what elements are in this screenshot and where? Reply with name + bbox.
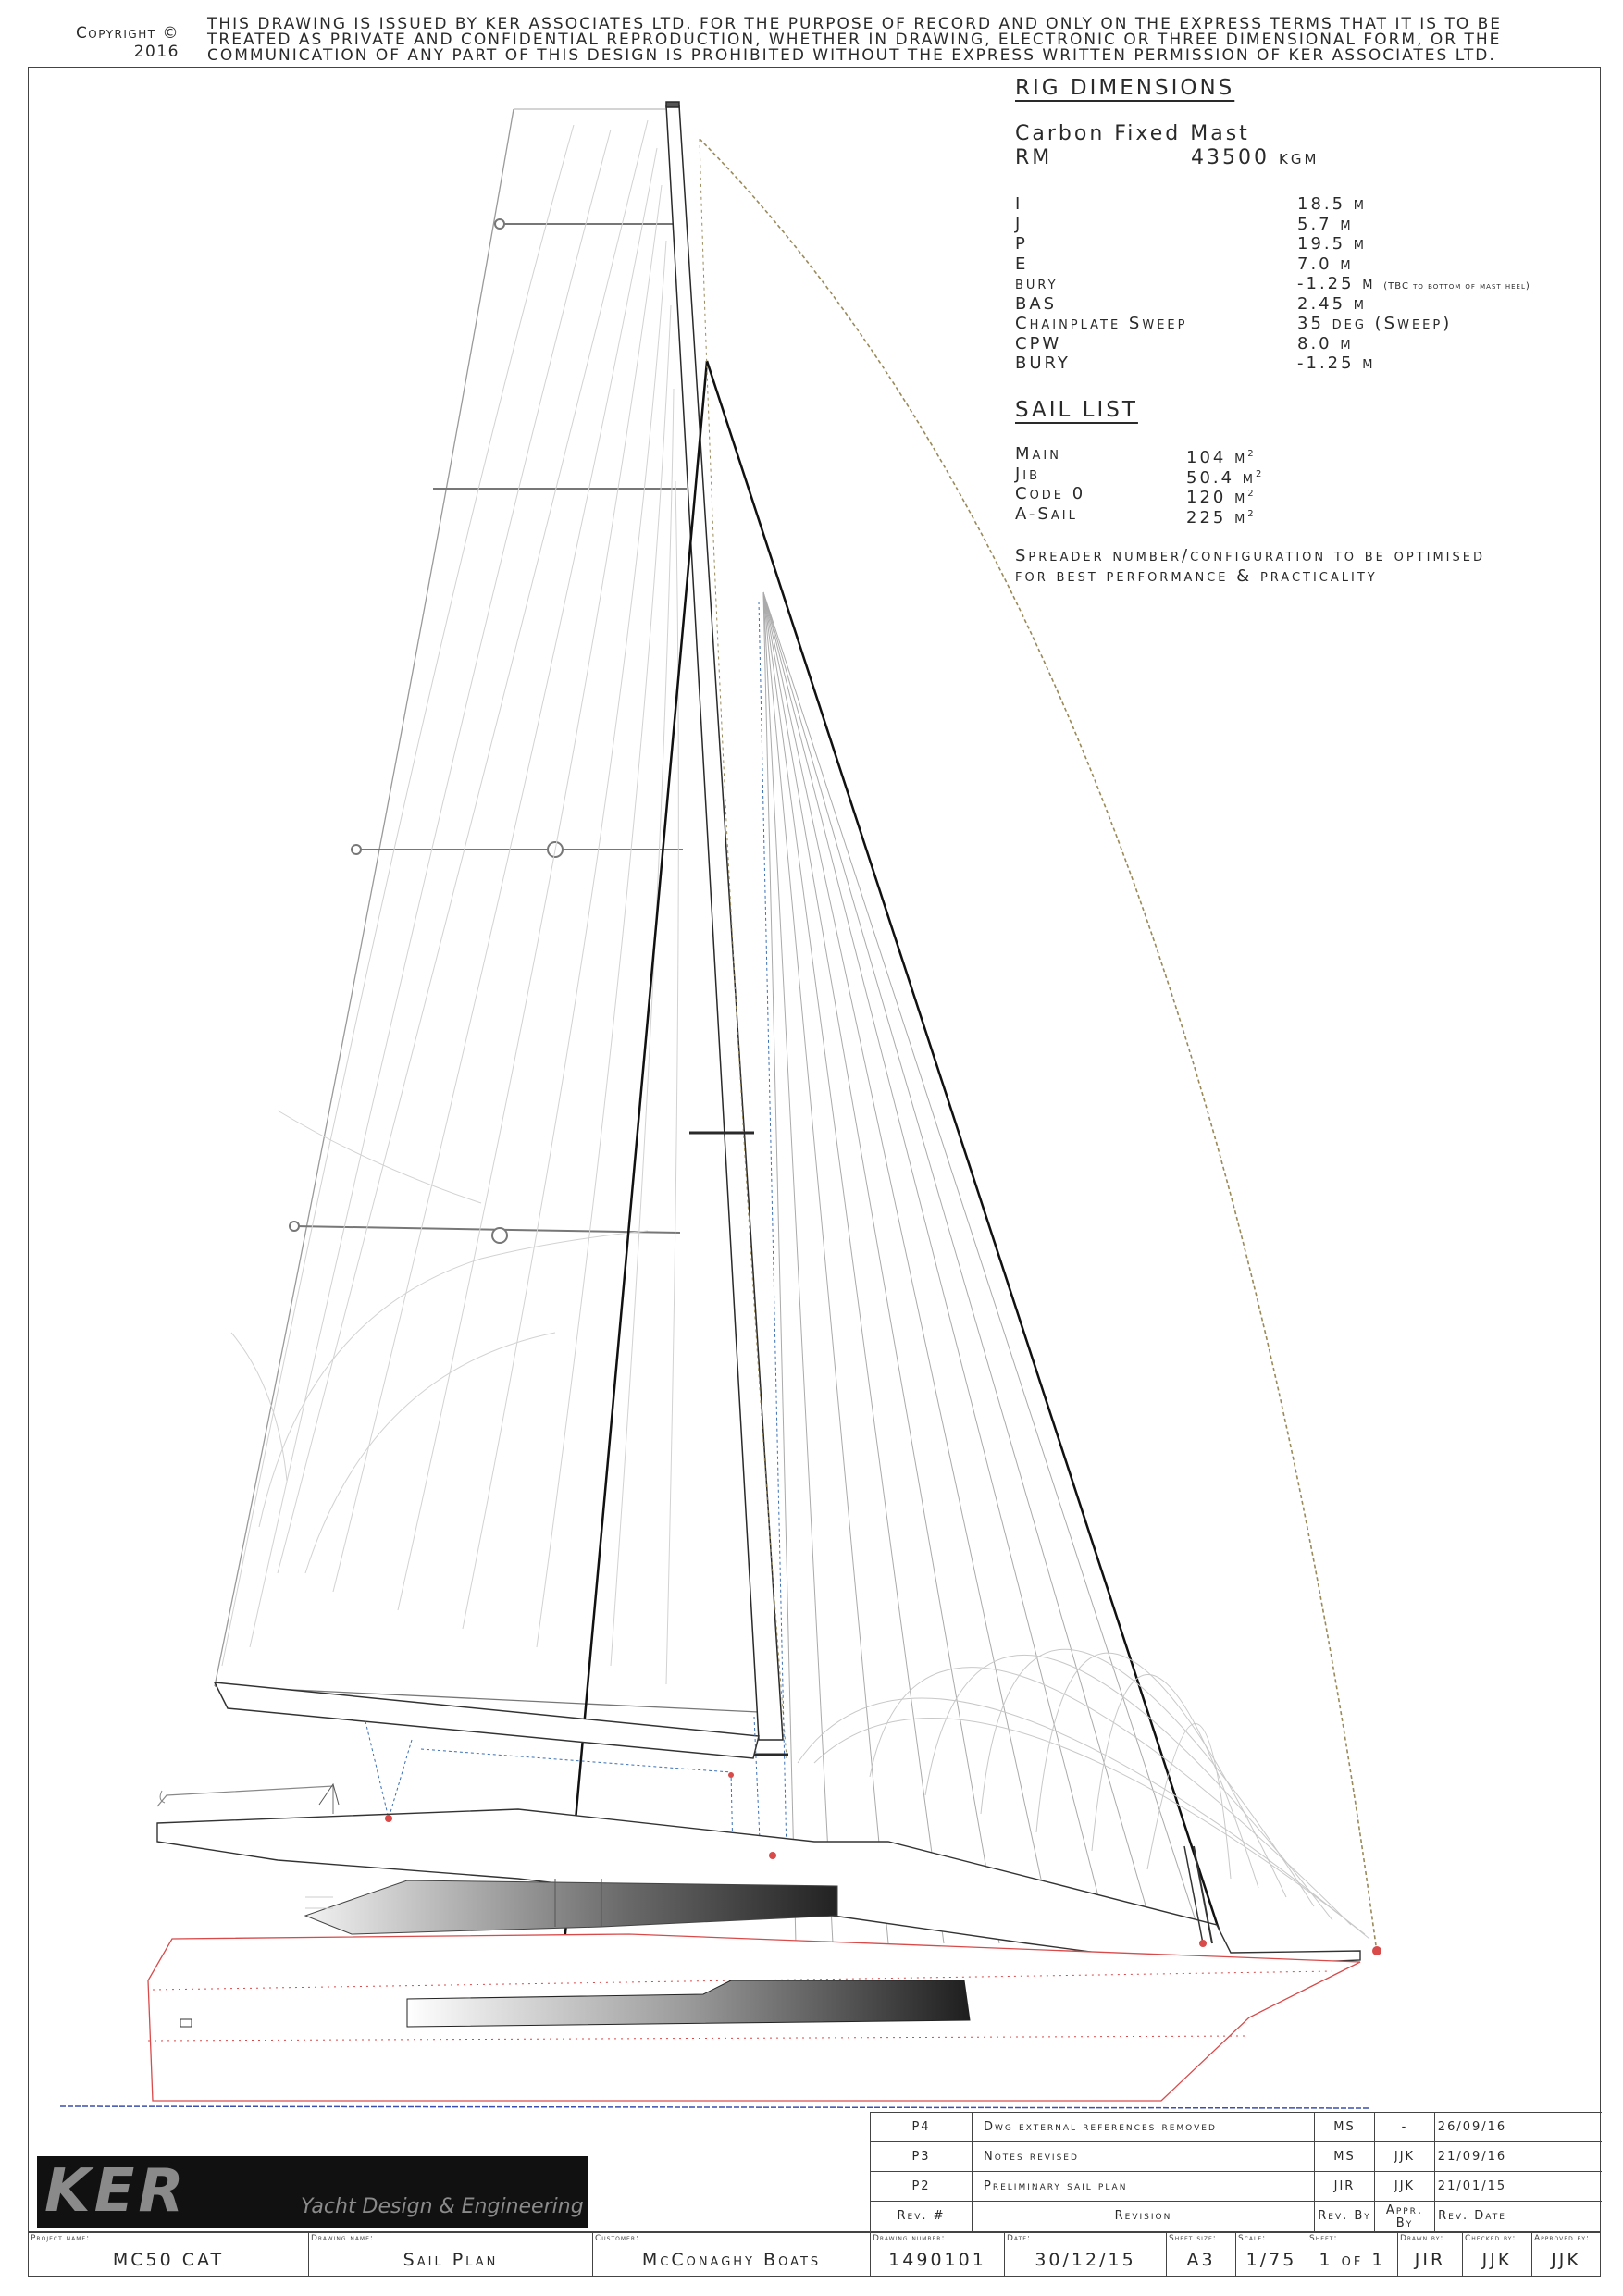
sail-area: 50.4 m xyxy=(1186,467,1257,488)
copyright-label: Copyright © xyxy=(75,24,180,43)
sheet-size: A3 xyxy=(1186,2250,1216,2270)
spreader-note-line2: for best performance & practicality xyxy=(1015,566,1378,586)
dimension-key: P xyxy=(1015,234,1028,254)
sail-list-title: SAIL LIST xyxy=(1015,398,1138,422)
sail-list xyxy=(1015,444,1385,527)
drawn-label: Drawn by: xyxy=(1400,2234,1444,2243)
checked-cell xyxy=(1463,2233,1532,2276)
number-cell xyxy=(871,2233,1005,2276)
revision-date: 21/01/15 xyxy=(1437,2179,1507,2193)
logo-letters: KER xyxy=(44,2157,188,2226)
dimension-row xyxy=(1015,334,1607,354)
copyright-year: 2016 xyxy=(133,43,180,61)
approved-cell xyxy=(1532,2233,1600,2276)
spreader-note-line1: Spreader number/configuration to be optimised xyxy=(1015,546,1485,565)
mainsail xyxy=(215,109,759,1712)
dimension-value-group xyxy=(1297,215,1354,235)
mast xyxy=(666,102,788,1755)
revision-row xyxy=(871,2112,1602,2142)
sail-area-exponent: 2 xyxy=(1247,449,1257,459)
revision-description: Notes revised xyxy=(973,2142,1315,2172)
sail-name: Jib xyxy=(1015,464,1041,484)
dimension-value: 18.5 m xyxy=(1297,194,1368,214)
revision-by-header: Rev. By xyxy=(1315,2202,1375,2231)
revision-approved: - xyxy=(1375,2113,1435,2142)
spreader-note xyxy=(1015,546,1589,587)
dimension-value: -1.25 m xyxy=(1297,274,1376,293)
revision-row xyxy=(871,2171,1602,2202)
dimension-key: CPW xyxy=(1015,333,1062,354)
dimension-row xyxy=(1015,354,1607,374)
rm-value-group xyxy=(1191,146,1319,169)
revision-id: P4 xyxy=(871,2113,973,2142)
dimension-value: 5.7 m xyxy=(1297,214,1354,234)
customer-cell xyxy=(593,2233,871,2276)
revision-approved: JJK xyxy=(1375,2172,1435,2202)
rm-unit: kgm xyxy=(1279,146,1319,169)
sail-row xyxy=(1015,444,1385,465)
revision-table xyxy=(870,2112,1602,2232)
dimension-key: I xyxy=(1015,194,1023,214)
dimension-value-group xyxy=(1297,334,1354,354)
rig-dimensions-title: RIG DIMENSIONS xyxy=(1015,76,1235,100)
battens xyxy=(290,219,687,1243)
customer-label: Customer: xyxy=(595,2234,640,2243)
sail-area: 120 m xyxy=(1186,488,1248,507)
dimension-value: 35 deg (Sweep) xyxy=(1297,314,1453,333)
checked-by: JJK xyxy=(1481,2250,1513,2270)
dimension-value: 7.0 m xyxy=(1297,254,1354,274)
drawing-date: 30/12/15 xyxy=(1035,2250,1136,2270)
drawn-by: JIR xyxy=(1414,2250,1446,2270)
title-block xyxy=(28,2232,1601,2277)
sail-row xyxy=(1015,484,1385,507)
project-cell xyxy=(29,2233,309,2276)
revision-row xyxy=(871,2141,1602,2172)
sail-area-exponent: 2 xyxy=(1256,468,1265,479)
revision-header-row xyxy=(871,2201,1602,2233)
dimension-value-group xyxy=(1297,354,1376,374)
revision-description-header: Revision xyxy=(973,2202,1315,2231)
dimension-row xyxy=(1015,314,1607,334)
revision-date: 21/09/16 xyxy=(1437,2150,1507,2164)
dimension-value-group xyxy=(1297,194,1367,215)
sail-area-group xyxy=(1186,504,1257,528)
sail-name: Main xyxy=(1015,444,1061,464)
dimension-value-group xyxy=(1297,234,1367,254)
logo-tagline: Yacht Design & Engineering xyxy=(301,2195,584,2218)
dimension-key: Chainplate Sweep xyxy=(1015,314,1188,333)
dimension-value-group xyxy=(1297,314,1452,334)
dimension-value: -1.25 m xyxy=(1297,354,1376,373)
scale-label: Scale: xyxy=(1238,2234,1267,2243)
sail-area: 104 m xyxy=(1186,448,1248,467)
sail-area-exponent: 2 xyxy=(1247,508,1257,519)
drawing-name: Sail Plan xyxy=(403,2250,499,2270)
revision-id: P3 xyxy=(871,2142,973,2172)
approved-by: JJK xyxy=(1551,2250,1581,2270)
dimension-row xyxy=(1015,274,1607,294)
revision-description: Dwg external references removed xyxy=(973,2113,1315,2142)
dimension-row xyxy=(1015,194,1607,215)
dimension-value: 2.45 m xyxy=(1297,293,1368,314)
drawing-label: Drawing name: xyxy=(311,2234,374,2243)
drawn-cell xyxy=(1398,2233,1463,2276)
number-label: Drawing number: xyxy=(873,2234,946,2243)
drawing-scale: 1/75 xyxy=(1245,2250,1297,2270)
date-label: Date: xyxy=(1007,2234,1032,2243)
sail-area: 225 m xyxy=(1186,507,1248,527)
customer-name: McConaghy Boats xyxy=(641,2250,822,2270)
jib xyxy=(564,361,1223,1943)
revision-date-header: Rev. Date xyxy=(1438,2209,1506,2223)
dimension-key: J xyxy=(1015,214,1023,234)
sail-name: A-Sail xyxy=(1015,503,1078,524)
dimension-key: BURY xyxy=(1015,354,1071,373)
sheet-label: Sheet: xyxy=(1309,2234,1338,2243)
sail-area-exponent: 2 xyxy=(1247,489,1257,499)
revision-by: MS xyxy=(1315,2142,1375,2172)
approved-label: Approved by: xyxy=(1534,2234,1591,2243)
sail-row xyxy=(1015,504,1385,525)
dimension-value-group xyxy=(1297,254,1354,275)
boom xyxy=(215,1682,759,1758)
dimension-value: 8.0 m xyxy=(1297,333,1354,354)
rm-label: RM xyxy=(1015,146,1053,169)
dimension-value-group xyxy=(1297,294,1367,315)
size-cell xyxy=(1167,2233,1236,2276)
dimension-note: (TBC to bottom of mast heel) xyxy=(1383,281,1530,292)
drawing-cell xyxy=(309,2233,593,2276)
confidentiality-notice: THIS DRAWING IS ISSUED BY KER ASSOCIATES LTD. FOR THE PURPOSE OF RECORD AND ONLY ON THE EXPRESS TERMS THAT IT IS TO BE TREATED AS PRIVATE AND CONFIDENTIAL REPRODUCTION, WHETHER IN DRAWING, ELECTRONIC OR THREE DIMENSIONAL FORM, OR THE COMMUNICATION OF ANY PART OF THIS DESIGN IS PROHIBITED WITHOUT THE EXPRESS WRITTEN PERMISSION OF KER ASSOCIATES LTD. xyxy=(207,15,1503,65)
rm-value: 43500 xyxy=(1191,146,1270,169)
rig-dimension-list xyxy=(1015,194,1607,374)
dimension-value: 19.5 m xyxy=(1297,234,1368,254)
mast-type: Carbon Fixed Mast xyxy=(1015,122,1250,145)
rm-row xyxy=(1015,146,1319,169)
project-label: Project name: xyxy=(31,2234,91,2243)
revision-approved-header: Appr. By xyxy=(1375,2202,1435,2231)
scale-cell xyxy=(1236,2233,1307,2276)
sheet-number: 1 of 1 xyxy=(1319,2250,1386,2270)
project-name: MC50 CAT xyxy=(112,2250,225,2270)
dimension-key: BAS xyxy=(1015,293,1058,314)
checked-label: Checked by: xyxy=(1465,2234,1517,2243)
sail-name: Code 0 xyxy=(1015,484,1086,503)
revision-approved: JJK xyxy=(1375,2142,1435,2172)
revision-date: 26/09/16 xyxy=(1437,2120,1507,2134)
sail-row xyxy=(1015,464,1385,488)
revision-id: P2 xyxy=(871,2172,973,2202)
revision-by: JIR xyxy=(1315,2172,1375,2202)
revision-description: Preliminary sail plan xyxy=(973,2172,1315,2202)
date-cell xyxy=(1005,2233,1167,2276)
dimension-key: E xyxy=(1015,254,1029,274)
revision-by: MS xyxy=(1315,2113,1375,2142)
sheet-cell xyxy=(1307,2233,1398,2276)
drawing-number: 1490101 xyxy=(888,2250,986,2270)
revision-id-header: Rev. # xyxy=(871,2202,973,2231)
dimension-row xyxy=(1015,294,1607,315)
size-label: Sheet size: xyxy=(1169,2234,1217,2243)
ker-logo xyxy=(37,2156,588,2228)
dimension-key: bury xyxy=(1015,274,1059,293)
dimension-row xyxy=(1015,254,1607,275)
dimension-row xyxy=(1015,234,1607,254)
dimension-row xyxy=(1015,215,1607,235)
